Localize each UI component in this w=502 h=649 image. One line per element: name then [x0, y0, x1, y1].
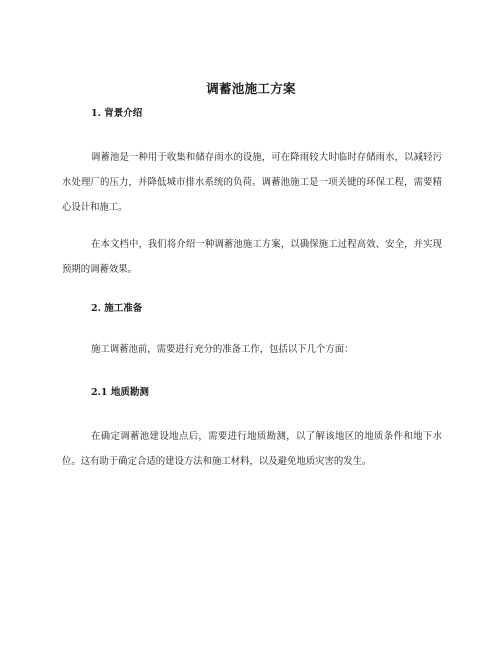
paragraph-background-2: 在本文档中，我们将介绍一种调蓄池施工方案，以确保施工过程高效、安全，并实现预期的调蓄效果。	[62, 239, 442, 275]
section-heading-geological-survey: 2.1 地质勘测	[91, 387, 149, 398]
paragraph-preparation: 施工调蓄池前，需要进行充分的准备工作，包括以下几个方面：	[91, 344, 354, 355]
section-heading-background: 1. 背景介绍	[91, 108, 143, 119]
paragraph-background-1: 调蓄池是一种用于收集和储存雨水的设施，可在降雨较大时临时存储雨水，以减轻污水处理厂的压力，并降低城市排水系统的负荷。调蓄池施工是一项关键的环保工程，需要精心设计和施工。	[62, 152, 442, 213]
section-heading-preparation: 2. 施工准备	[91, 303, 143, 314]
document-title: 调蓄池施工方案	[206, 81, 296, 96]
paragraph-geological-survey: 在确定调蓄池建设地点后，需要进行地质勘测，以了解该地区的地质条件和地下水位。这有助于确定合适的建设方法和施工材料，以及避免地质灾害的发生。	[62, 431, 442, 467]
